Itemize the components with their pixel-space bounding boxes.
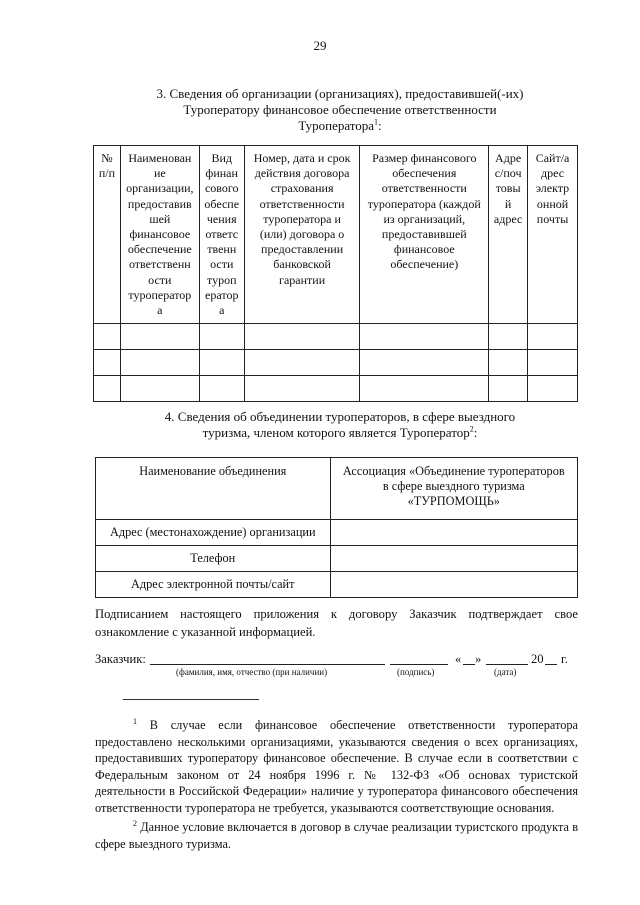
footnote-1-text: В случае если финансовое обеспечение ответственности туроператора предоставлено несколькими организациями, указываются сведения о всех организациях, предоставивших туроператору финансовое обеспечение. В случае если в соответствии с Федеральным законом от 24 ноября 1996 г. № 132-ФЗ «Об основах туристской деятельности в Российской Федерации» наличие у туроператора финансового обеспечения ответственности туроператора не требуется, указываются соответствующие основания.	[95, 718, 578, 815]
header-line: шей	[149, 211, 171, 226]
year-suffix: г.	[561, 652, 568, 666]
section-4-title-line	[100, 425, 580, 441]
header-cell-contract	[244, 146, 360, 324]
header-line: почты	[536, 211, 569, 226]
header-line: страхования	[270, 181, 334, 196]
value-line: «ТУРПОМОЩЬ»	[407, 494, 500, 508]
value-line: Ассоциация «Объединение туроператоров	[342, 464, 565, 478]
footnote-separator	[123, 699, 259, 700]
header-line: обеспечение	[127, 242, 192, 257]
header-line: ости	[210, 257, 234, 272]
day-close-quote: »	[475, 652, 482, 666]
table-row	[94, 324, 578, 350]
colon: :	[378, 118, 382, 133]
day-field[interactable]	[463, 652, 475, 665]
page-number: 29	[313, 38, 327, 53]
table-cell[interactable]	[199, 350, 244, 376]
section-3-title-line: 3. Сведения об организации (организациях), предоставившей(-их)	[156, 86, 524, 101]
header-line: Вид	[211, 151, 232, 165]
table-cell[interactable]	[489, 376, 528, 402]
header-line: организации,	[126, 181, 194, 196]
table-cell[interactable]	[120, 324, 199, 350]
email-site-value[interactable]	[330, 572, 577, 598]
header-line: обеспечения	[392, 166, 457, 181]
table-cell[interactable]	[360, 376, 489, 402]
header-line: сового	[204, 181, 239, 196]
table-row	[94, 350, 578, 376]
footnote-ref-2[interactable]: 2	[469, 424, 474, 434]
header-cell-security-type	[199, 146, 244, 324]
header-line: й	[504, 196, 512, 211]
table-cell[interactable]	[360, 350, 489, 376]
header-line: Наименован	[128, 151, 192, 165]
header-line: предоставившей	[381, 227, 467, 242]
table-cell[interactable]	[199, 324, 244, 350]
table-cell[interactable]	[489, 324, 528, 350]
header-line: действия договора	[254, 166, 350, 181]
colon: :	[473, 425, 478, 440]
header-line: ответственн	[128, 257, 191, 272]
header-line: (или) договора о	[259, 227, 345, 242]
value-line: в сфере выездного туризма	[382, 479, 525, 493]
header-line: дрес	[541, 166, 565, 181]
table-cell[interactable]	[94, 350, 121, 376]
phone-label: Телефон	[96, 546, 331, 572]
header-line: гарантии	[279, 272, 326, 287]
table-row	[96, 458, 578, 520]
header-line: ости	[148, 272, 172, 287]
signature-caption: (подпись)	[397, 667, 435, 677]
table-row	[96, 546, 578, 572]
table-cell[interactable]	[94, 324, 121, 350]
section-3-title	[100, 86, 580, 134]
header-line: туроператора (каждой	[367, 196, 481, 211]
header-line: Сайт/а	[535, 151, 570, 165]
header-cell-amount	[360, 146, 489, 324]
footnote-2	[95, 819, 578, 852]
header-line: с/поч	[494, 166, 522, 181]
customer-label: Заказчик:	[95, 652, 146, 666]
header-line: финан	[205, 166, 238, 181]
header-line: онной	[536, 196, 569, 211]
year-prefix: 20	[531, 652, 544, 666]
header-line: электр	[535, 181, 570, 196]
header-cell-org-name	[120, 146, 199, 324]
header-line: туроператор	[128, 287, 192, 302]
header-line: чения	[206, 211, 237, 226]
header-line: ответс	[205, 227, 239, 242]
confirmation-line: Подписанием настоящего приложения к договору Заказчик подтверждает свое	[95, 607, 578, 621]
header-line: а	[157, 303, 163, 318]
address-value[interactable]	[330, 520, 577, 546]
date-caption: (дата)	[494, 667, 517, 677]
header-line: ответственности	[381, 181, 467, 196]
header-line: ератор	[205, 287, 239, 302]
header-line: товы	[495, 181, 521, 196]
header-line: финансовое	[129, 227, 191, 242]
header-line: предоставив	[127, 196, 192, 211]
footnote-1-marker: 1	[133, 716, 137, 726]
footnote-2-text: Данное условие включается в договор в случае реализации туристского продукта в сфере выездного туризма.	[95, 820, 579, 851]
address-label: Адрес (местонахождение) организации	[96, 520, 331, 546]
header-line: п/п	[98, 166, 116, 181]
table-row	[96, 520, 578, 546]
table-cell[interactable]	[120, 350, 199, 376]
header-line: Адре	[495, 151, 522, 165]
section-4-title-text: туризма, членом которого является Туроператор	[202, 425, 470, 440]
header-line: туроператора и	[263, 211, 341, 226]
table-header-row	[94, 146, 578, 324]
header-line: туроп	[206, 272, 237, 287]
table-row	[94, 376, 578, 402]
table-cell[interactable]	[489, 350, 528, 376]
header-line: финансовое	[393, 242, 455, 257]
table-cell[interactable]	[360, 324, 489, 350]
table-cell[interactable]	[94, 376, 121, 402]
phone-value[interactable]	[330, 546, 577, 572]
signature-field[interactable]	[390, 652, 448, 665]
financial-security-table	[93, 145, 578, 402]
section-4-title-line: 4. Сведения об объединении туроператоров, в сфере выездного	[164, 409, 516, 424]
footnote-1	[95, 717, 578, 816]
year-field[interactable]	[545, 652, 557, 665]
section-3-title-line	[100, 118, 580, 134]
table-row	[96, 572, 578, 598]
header-line: обеспе	[204, 196, 240, 211]
footnote-2-marker: 2	[133, 818, 137, 828]
header-cell-website-email	[528, 146, 578, 324]
header-line: а	[219, 303, 225, 318]
table-cell[interactable]	[528, 376, 578, 402]
table-cell[interactable]	[244, 324, 360, 350]
header-line: ие	[153, 166, 166, 181]
table-cell[interactable]	[528, 324, 578, 350]
section-3-title-text: Туроператора	[298, 118, 375, 133]
header-line: №	[101, 151, 113, 165]
table-cell[interactable]	[528, 350, 578, 376]
confirmation-line: ознакомление с указанной информацией.	[95, 625, 316, 639]
table-cell[interactable]	[199, 376, 244, 402]
association-table	[95, 457, 578, 598]
header-line: твенн	[207, 242, 237, 257]
section-4-title	[100, 409, 580, 441]
table-cell[interactable]	[244, 376, 360, 402]
header-line: Размер финансового	[372, 151, 477, 165]
header-line: из организаций,	[383, 211, 466, 226]
footnote-ref-1[interactable]: 1	[374, 117, 379, 127]
table-cell[interactable]	[244, 350, 360, 376]
header-cell-number	[94, 146, 121, 324]
table-cell[interactable]	[120, 376, 199, 402]
header-line: адрес	[493, 211, 523, 226]
name-field[interactable]	[150, 652, 385, 665]
header-cell-postal-address	[489, 146, 528, 324]
email-site-label: Адрес электронной почты/сайт	[96, 572, 331, 598]
name-caption: (фамилия, имя, отчество (при наличии)	[176, 667, 328, 677]
month-field[interactable]	[486, 652, 528, 665]
header-line: предоставлении	[261, 242, 344, 257]
association-name-value[interactable]	[330, 458, 577, 520]
association-name-label: Наименование объединения	[96, 458, 331, 520]
header-line: Номер, дата и срок	[253, 151, 351, 165]
header-line: обеспечение)	[390, 257, 459, 272]
header-line: ответственности	[259, 196, 345, 211]
header-line: банковской	[273, 257, 331, 272]
section-3-title-line: Туроператору финансовое обеспечение ответственности	[183, 102, 497, 117]
confirmation-paragraph	[95, 605, 578, 641]
day-open-quote: «	[455, 652, 462, 666]
